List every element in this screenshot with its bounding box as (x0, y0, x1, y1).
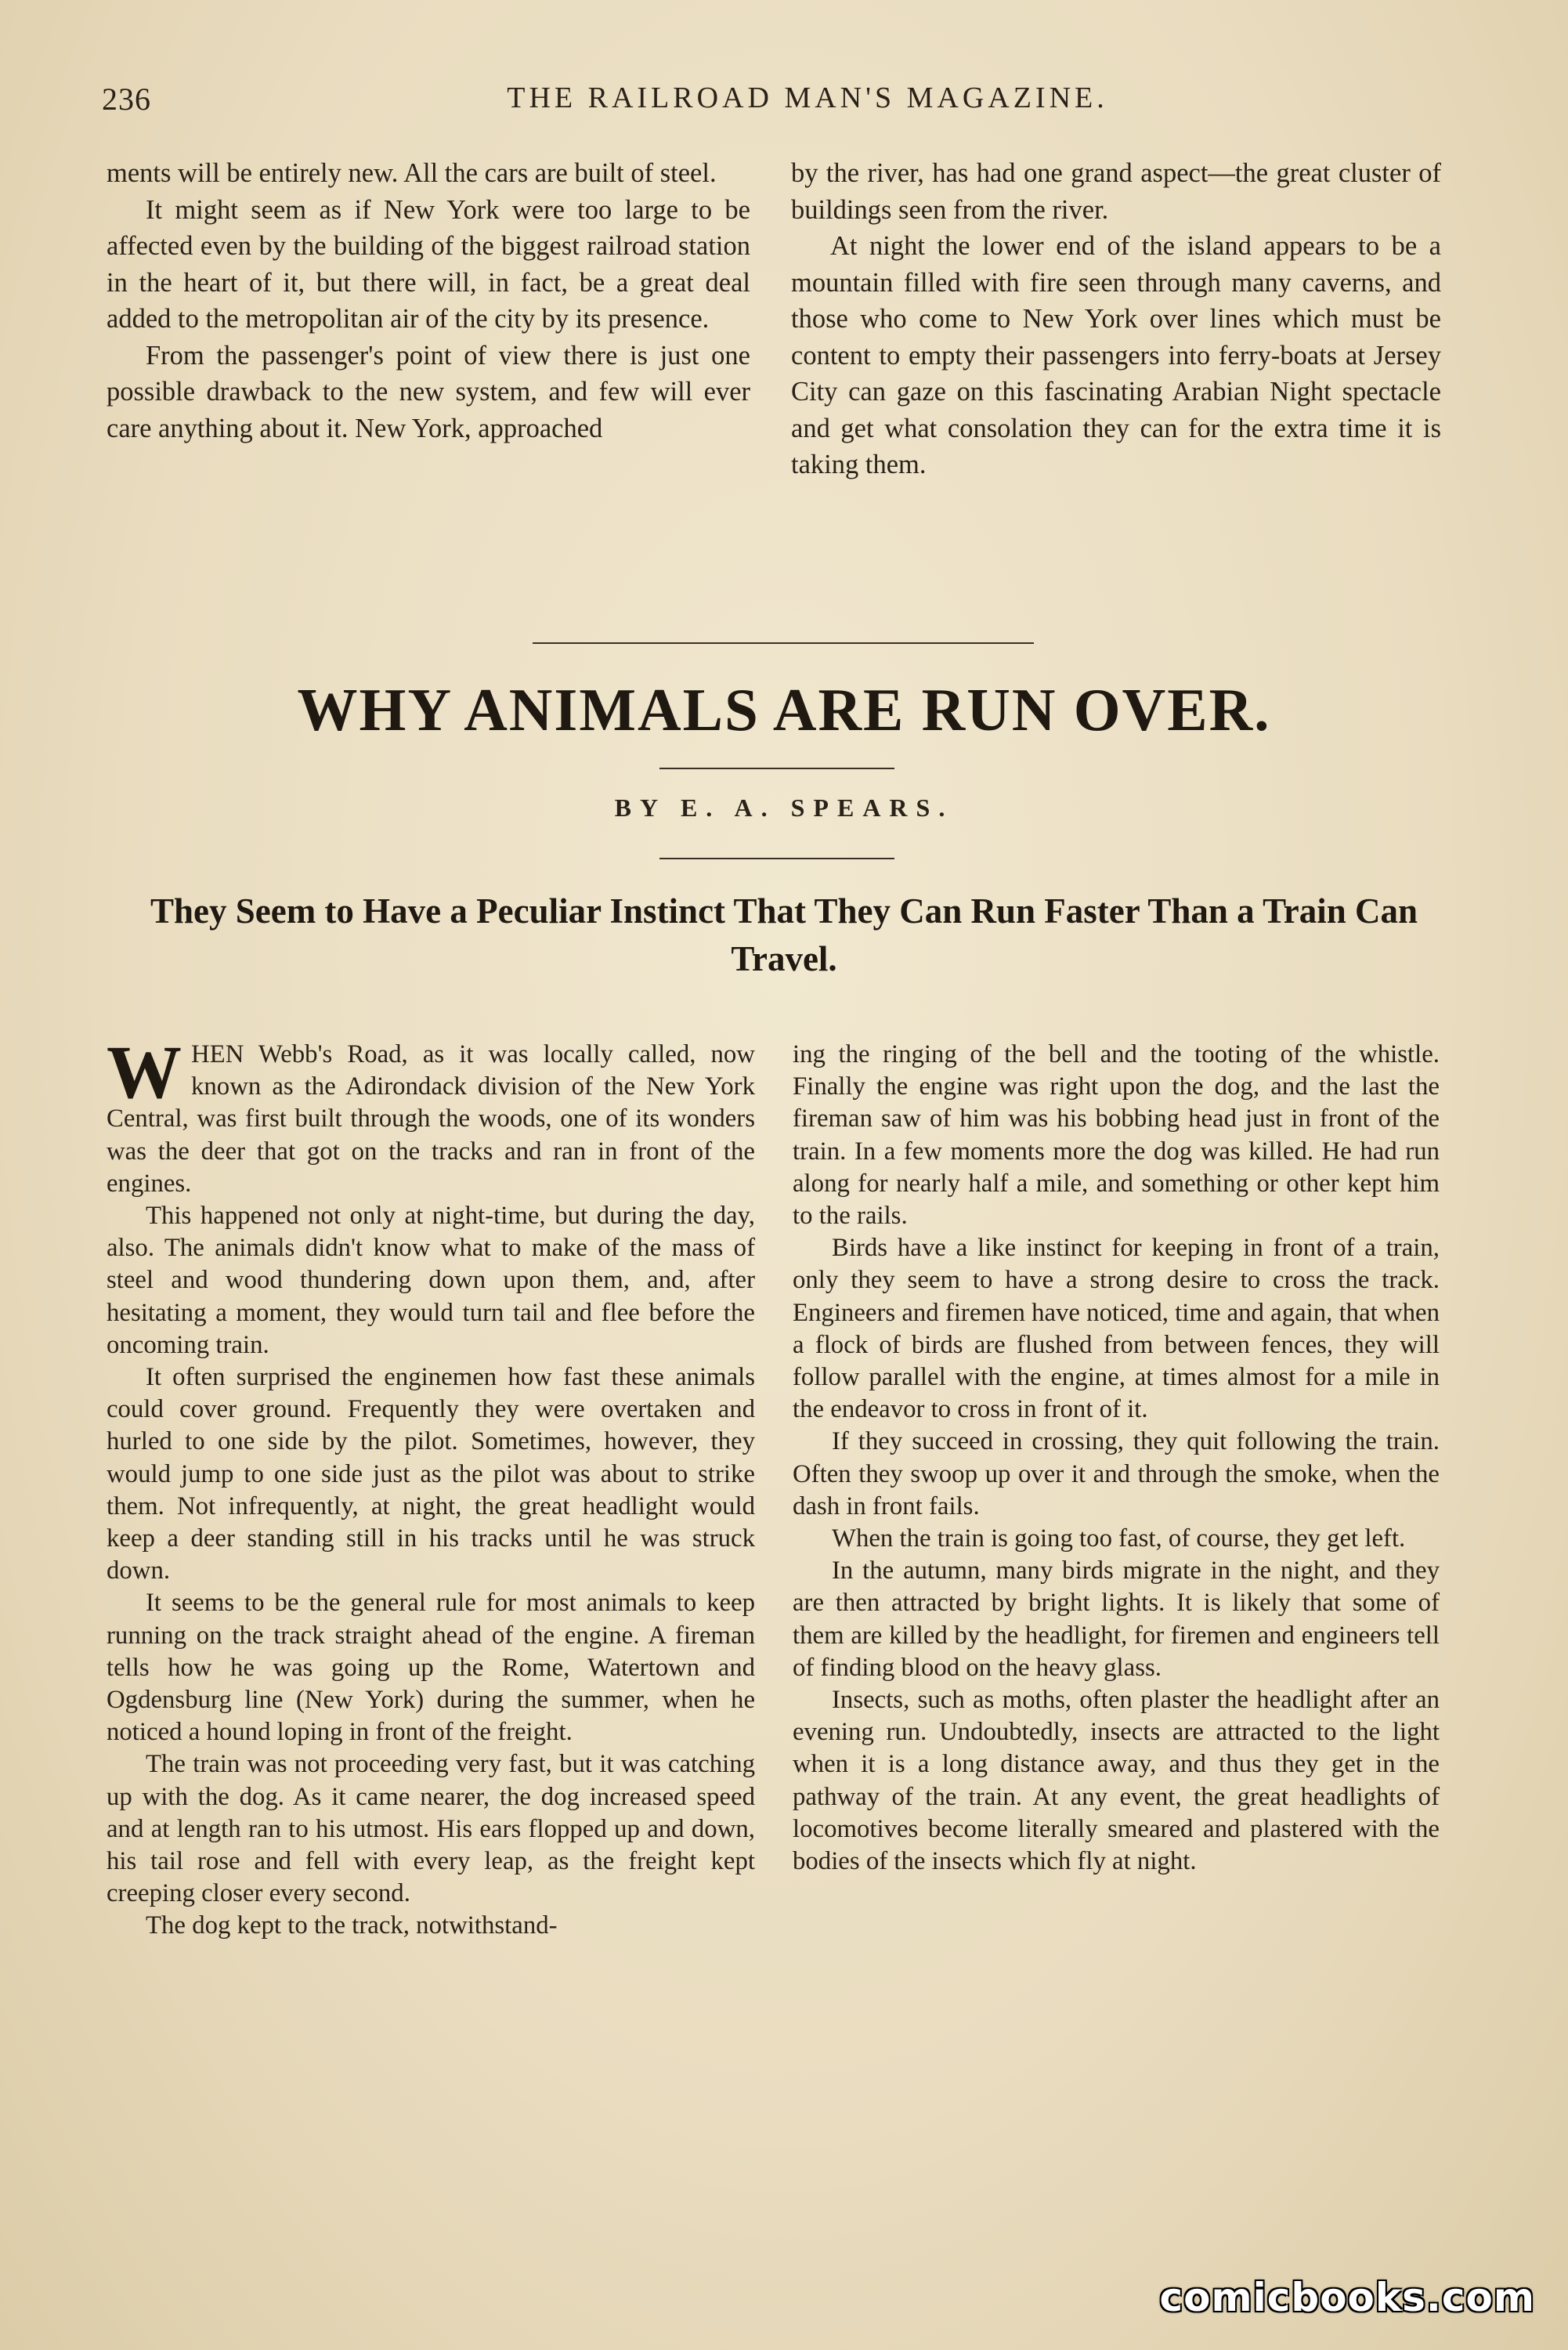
paragraph: Birds have a like instinct for keeping in front of a train, only they seem to have a strong desire to cross the track. Engineers and firemen have noticed, time and again, that when a flock of birds are flushed from between fences, they will follow parallel with the engine, at times almost for a mile in the endeavor to cross in front of it. (793, 1234, 1440, 1424)
paragraph: The train was not proceeding very fast, but it was catching up with the dog. As it came nearer, the dog increased speed and at length ran to his utmost. His ears flopped up and down, his tail rose and fell with every leap, as the freight kept creeping closer every second. (107, 1750, 755, 1908)
paragraph: This happened not only at night-time, but during the day, also. The animals didn't know what to make of the mass of steel and wood thundering down upon them, and, after hesitating a moment, they would turn tail and flee before the oncoming train. (107, 1202, 755, 1359)
article-deck: They Seem to Have a Peculiar Instinct That They Can Run Faster Than a Train Can Travel. (150, 891, 1418, 978)
paragraph: Insects, such as moths, often plaster the headlight after an evening run. Undoubtedly, insects are attracted to the light when it is a long distance away, and thus they get in the pathway of the train. At any event, the great headlights of locomotives become literally smeared and plastered with the bodies of the insects which fly at night. (793, 1686, 1440, 1876)
first-paragraph (107, 1030, 755, 1200)
previous-article-right-column (791, 155, 1441, 483)
page-header (102, 81, 1466, 128)
paragraph: ing the ringing of the bell and the tooting of the whistle. Finally the engine was right upon the dog, and the last the fireman saw of him was his bobbing head just in front of the train. In a few moments more the dog was killed. He had run along for nearly half a mile, and something or other kept him to the rails. (793, 1040, 1440, 1231)
previous-article-left-column (107, 155, 750, 446)
section-divider (533, 642, 1034, 644)
title-rule (659, 768, 894, 769)
first-paragraph-text: HEN Webb's Road, as it was locally called, now known as the Adirondack division of the New York Central, was first built through the woods, one of its wonders was the deer that got on the tracks and ran in front of the engines. (107, 1040, 755, 1198)
paragraph: It might seem as if New York were too large to be affected even by the building of the biggest railroad station in the heart of it, but there will, in fact, be a great deal added to the metropolitan air of the city by its presence. (107, 194, 750, 334)
paragraph: by the river, has had one grand aspect—the great cluster of buildings seen from the river. (791, 158, 1441, 225)
paragraph: From the passenger's point of view there is just one possible drawback to the new system, and few will ever care anything about it. New York, approached (107, 340, 750, 443)
site-watermark: comicbooks.com (1159, 2275, 1535, 2320)
running-head: THE RAILROAD MAN'S MAGAZINE. (507, 81, 1108, 114)
paragraph: ments will be entirely new. All the cars are built of steel. (107, 158, 717, 188)
paragraph: In the autumn, many birds migrate in the night, and they are then attracted by bright lights. It is likely that some of them are killed by the headlight, for firemen and engineers tell of finding blood on the heavy glass. (793, 1556, 1440, 1682)
article-right-column (793, 1039, 1440, 1878)
drop-cap: W (107, 1030, 182, 1114)
paragraph: When the train is going too fast, of course, they get left. (832, 1524, 1406, 1553)
page-number: 236 (102, 81, 151, 117)
article-left-column (107, 1030, 755, 1943)
article-byline: BY E. A. SPEARS. (614, 794, 954, 822)
paragraph: It often surprised the enginemen how fast these animals could cover ground. Frequently they were overtaken and hurled to one side by the pilot. Sometimes, however, they would jump to one side just as the pilot was about to strike them. Not infrequently, at night, the great headlight would keep a deer standing still in his tracks until he was struck down. (107, 1363, 755, 1585)
article-title: WHY ANIMALS ARE RUN OVER. (297, 676, 1271, 743)
paragraph: At night the lower end of the island appears to be a mountain filled with fire seen through many caverns, and those who come to New York over lines which must be content to empty their passengers into ferry-boats at Jersey City can gaze on this fascinating Arabian Night spectacle and get what consolation they can for the extra time it is taking them. (791, 231, 1441, 479)
byline-rule (659, 858, 894, 859)
paragraph: If they succeed in crossing, they quit following the train. Often they swoop up over it and through the smoke, when the dash in front fails. (793, 1427, 1440, 1520)
paragraph: The dog kept to the track, notwithstand- (146, 1911, 558, 1940)
paragraph: It seems to be the general rule for most animals to keep running on the track straight ahead of the engine. A fireman tells how he was going up the Rome, Watertown and Ogdensburg line (New York) during the summer, when he noticed a hound loping in front of the freight. (107, 1589, 755, 1747)
